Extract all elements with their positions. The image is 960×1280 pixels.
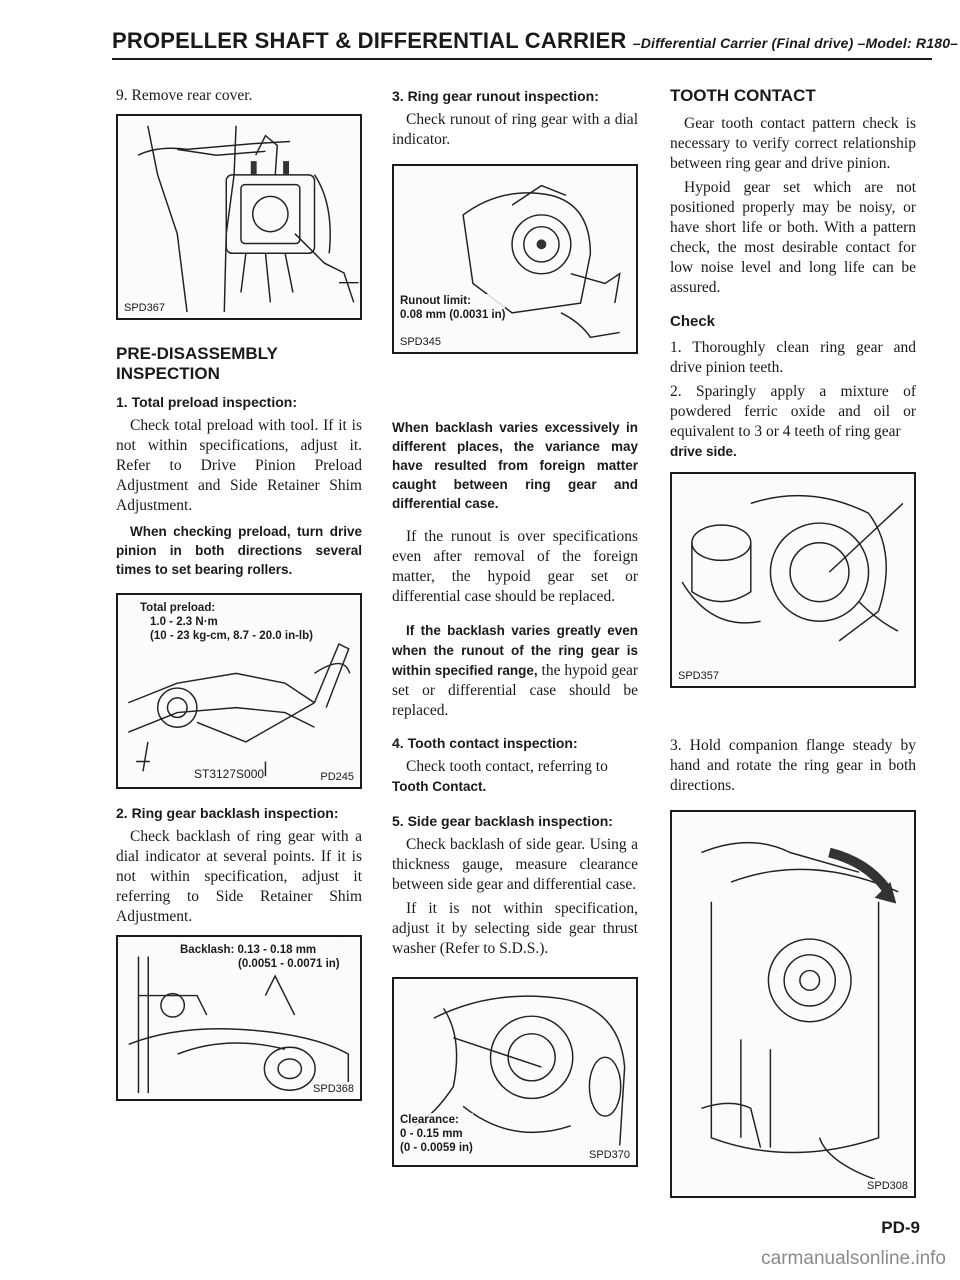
backlash-spec xyxy=(180,943,340,971)
header-title: PROPELLER SHAFT & DIFFERENTIAL CARRIER xyxy=(112,28,627,53)
figure-id: SPD345 xyxy=(400,336,441,348)
column-1 xyxy=(116,86,362,1115)
backlash-spec-line: (0.0051 - 0.0071 in) xyxy=(238,958,340,970)
figure-id: SPD357 xyxy=(678,670,719,682)
figure-ring-gear-backlash xyxy=(116,935,362,1101)
clearance-spec-line: 0 - 0.15 mm xyxy=(400,1128,463,1140)
page-number: PD-9 xyxy=(881,1218,920,1237)
runout-paragraph: If the runout is over specifications even after removal of the foreign matter, the hypoid gear set or differential case should be replaced. xyxy=(392,528,638,605)
tooth-contact-paragraph-2: Hypoid gear set which are not positioned properly may be noisy, or have short life or both. With a pattern check, the most desirable contact for low noise level and long life can be assured. xyxy=(670,179,916,296)
figure-remove-rear-cover-illustration xyxy=(118,116,360,318)
step-4-reference: Tooth Contact. xyxy=(392,779,487,794)
step-2-heading: 2. Ring gear backlash inspection: xyxy=(116,805,339,821)
figure-total-preload xyxy=(116,593,362,789)
figure-ring-gear-runout xyxy=(392,164,638,354)
clearance-spec-line: Clearance: xyxy=(400,1114,459,1126)
figure-id: SPD367 xyxy=(124,302,165,314)
step-1-note: When checking preload, turn drive pinion in both directions several times to set bearing rollers. xyxy=(116,524,362,577)
check-step-2-bold: drive side. xyxy=(670,444,737,459)
step-5-text-2: If it is not within specification, adjust it by selecting side gear thrust washer (Refer to S.D.S.). xyxy=(392,900,638,957)
step-3-text: Check runout of ring gear with a dial indicator. xyxy=(392,111,638,148)
check-step-1: 1. Thoroughly clean ring gear and drive pinion teeth. xyxy=(670,339,916,376)
backlash-spec-line: Backlash: 0.13 - 0.18 mm xyxy=(180,944,317,956)
figure-ring-gear-runout-illustration xyxy=(394,166,636,352)
preload-spec-line: 1.0 - 2.3 N·m xyxy=(150,616,218,628)
figure-remove-rear-cover xyxy=(116,114,362,320)
watermark-text: carmanualsonline.info xyxy=(761,1248,946,1269)
backlash-note-bold: If the backlash varies greatly even when the runout of the ring gear is within specified range, xyxy=(392,623,638,678)
clearance-spec-line: (0 - 0.0059 in) xyxy=(400,1142,473,1154)
tool-number: ST3127S000 xyxy=(194,767,265,781)
figure-id: SPD370 xyxy=(589,1149,630,1161)
step-5-text: Check backlash of side gear. Using a thickness gauge, measure clearance between side gear and differential case. xyxy=(392,836,638,893)
preload-spec xyxy=(140,601,313,643)
section-heading-pre-disassembly: PRE-DISASSEMBLY INSPECTION xyxy=(116,344,278,383)
step-4-heading: 4. Tooth contact inspection: xyxy=(392,735,578,751)
step-1-heading: 1. Total preload inspection: xyxy=(116,394,297,410)
figure-rotate-ring-gear-illustration xyxy=(672,812,914,1196)
runout-spec-line: Runout limit: xyxy=(400,295,471,307)
preload-spec-line: (10 - 23 kg-cm, 8.7 - 20.0 in-lb) xyxy=(150,630,313,642)
column-2 xyxy=(392,86,638,1181)
runout-spec xyxy=(400,294,505,322)
figure-apply-ferric-oxide-illustration xyxy=(672,474,914,686)
backlash-note-rest: the hypoid gear set or differential case should be replaced. xyxy=(392,662,639,719)
clearance-spec xyxy=(400,1113,473,1155)
header-subtitle: –Differential Carrier (Final drive) –Model: R180– xyxy=(632,35,959,51)
runout-note: When backlash varies excessively in different places, the variance may have resulted from foreign matter caught between ring gear and differential case. xyxy=(392,420,638,511)
runout-spec-line: 0.08 mm (0.0031 in) xyxy=(400,309,506,321)
figure-apply-ferric-oxide xyxy=(670,472,916,688)
check-step-3: 3. Hold companion flange steady by hand and rotate the ring gear in both directions. xyxy=(670,737,916,794)
figure-id: SPD308 xyxy=(867,1180,908,1192)
check-step-2: 2. Sparingly apply a mixture of powdered ferric oxide and oil or equivalent to 3 or 4 teeth of ring gear xyxy=(670,383,916,440)
page-header xyxy=(112,28,959,60)
step-1-text: Check total preload with tool. If it is not within specifications, adjust it. Refer to Drive Pinion Preload Adjustment and Side Retainer Shim Adjustment. xyxy=(116,417,362,514)
figure-id: SPD368 xyxy=(313,1083,354,1095)
step-3-heading: 3. Ring gear runout inspection: xyxy=(392,88,599,104)
tooth-contact-paragraph-1: Gear tooth contact pattern check is necessary to verify correct relationship between ring gear and drive pinion. xyxy=(670,115,916,172)
step-4-text: Check tooth contact, referring to xyxy=(406,758,608,775)
figure-rotate-ring-gear xyxy=(670,810,916,1198)
column-3 xyxy=(670,86,916,1212)
check-heading: Check xyxy=(670,313,716,330)
backlash-note xyxy=(392,621,638,721)
preload-spec-line: Total preload: xyxy=(140,602,216,614)
step-5-heading: 5. Side gear backlash inspection: xyxy=(392,813,613,829)
section-heading-tooth-contact: TOOTH CONTACT xyxy=(670,86,816,105)
figure-id: PD245 xyxy=(320,771,354,783)
step-2-text: Check backlash of ring gear with a dial indicator at several points. If it is not within specification, adjust it referring to Side Retainer Shim Adjustment. xyxy=(116,828,362,925)
step-9-text: 9. Remove rear cover. xyxy=(116,87,253,104)
figure-side-gear-backlash xyxy=(392,977,638,1167)
